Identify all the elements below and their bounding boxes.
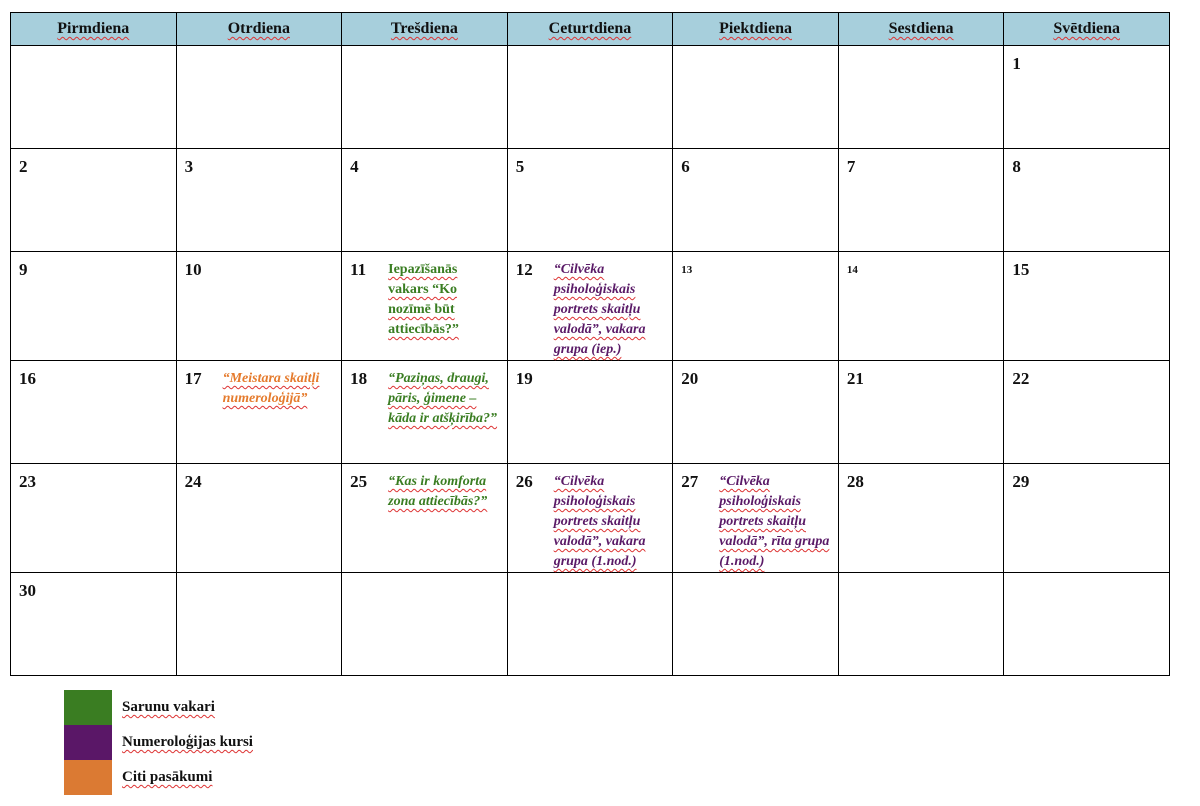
day-cell-content bbox=[508, 46, 673, 53]
day-cell[interactable] bbox=[176, 252, 342, 361]
day-number: 5 bbox=[515, 157, 525, 176]
day-number: 16 bbox=[19, 369, 36, 388]
day-cell-content bbox=[673, 252, 838, 281]
event-purple[interactable]: “Cilvēka psiholoģiskais portrets skaitļu valodā”, vakara grupa (iep.) bbox=[553, 262, 646, 357]
day-cell[interactable] bbox=[11, 149, 177, 252]
day-cell-content bbox=[673, 149, 838, 178]
weekday-label: Ceturtdiena bbox=[548, 20, 632, 37]
weekday-label: Otrdiena bbox=[227, 20, 290, 37]
day-cell-content bbox=[177, 573, 342, 580]
day-cell-content bbox=[342, 252, 507, 340]
day-cell[interactable] bbox=[342, 464, 508, 573]
weekday-header bbox=[507, 13, 673, 46]
day-cell[interactable] bbox=[342, 573, 508, 676]
day-cell[interactable] bbox=[1004, 361, 1170, 464]
legend-swatch-green bbox=[64, 690, 112, 725]
week-row bbox=[11, 361, 1170, 464]
day-cell-content bbox=[342, 464, 507, 512]
day-cell[interactable] bbox=[11, 252, 177, 361]
day-cell-content bbox=[839, 573, 1004, 580]
day-cell[interactable] bbox=[176, 361, 342, 464]
day-cell-content bbox=[177, 464, 342, 493]
weekday-label: Trešdiena bbox=[390, 20, 458, 37]
week-row bbox=[11, 252, 1170, 361]
day-cell[interactable] bbox=[507, 361, 673, 464]
day-number: 10 bbox=[184, 260, 202, 279]
day-number: 13 bbox=[681, 264, 693, 276]
day-cell-content bbox=[11, 573, 176, 602]
day-cell-content bbox=[508, 149, 673, 178]
day-cell[interactable] bbox=[1004, 46, 1170, 149]
day-cell[interactable] bbox=[342, 252, 508, 361]
legend-label: Citi pasākumi bbox=[122, 769, 213, 785]
weekday-label: Svētdiena bbox=[1053, 20, 1121, 37]
day-cell-content bbox=[839, 252, 1004, 281]
day-cell-content bbox=[342, 46, 507, 53]
legend-label: Sarunu vakari bbox=[122, 699, 215, 715]
day-cell[interactable] bbox=[342, 149, 508, 252]
weekday-header bbox=[11, 13, 177, 46]
legend-swatch-purple bbox=[64, 725, 112, 760]
day-cell[interactable] bbox=[673, 573, 839, 676]
event-green[interactable]: “Paziņas, draugi, pāris, ģimene – kāda ir atšķirība?” bbox=[388, 371, 498, 426]
day-cell[interactable] bbox=[1004, 149, 1170, 252]
day-number: 4 bbox=[350, 157, 359, 176]
event-orange[interactable]: “Meistara skaitļi numeroloģijā” bbox=[222, 371, 320, 406]
day-cell-content bbox=[11, 252, 176, 281]
day-cell-content bbox=[342, 149, 507, 178]
day-cell[interactable] bbox=[342, 361, 508, 464]
day-number: 8 bbox=[1012, 157, 1021, 176]
day-cell-content bbox=[1004, 149, 1169, 178]
day-number: 29 bbox=[1012, 472, 1030, 491]
day-cell-content bbox=[177, 46, 342, 53]
day-cell[interactable] bbox=[176, 149, 342, 252]
day-cell-content bbox=[1004, 573, 1169, 580]
day-cell[interactable] bbox=[342, 46, 508, 149]
day-number: 18 bbox=[350, 369, 368, 388]
day-cell-content bbox=[11, 149, 176, 178]
weekday-label: Piektdiena bbox=[719, 20, 792, 37]
day-cell-content bbox=[1004, 464, 1169, 493]
day-number: 22 bbox=[1012, 369, 1030, 388]
day-number: 28 bbox=[846, 472, 864, 491]
weekday-header bbox=[1004, 13, 1170, 46]
day-number: 7 bbox=[846, 157, 856, 176]
day-number: 30 bbox=[19, 581, 36, 600]
day-cell-content bbox=[11, 361, 176, 390]
day-cell-content bbox=[508, 573, 673, 580]
day-number: 3 bbox=[184, 157, 194, 176]
week-row bbox=[11, 46, 1170, 149]
day-number: 1 bbox=[1012, 54, 1021, 73]
day-cell-content bbox=[11, 46, 176, 53]
day-cell-content bbox=[342, 361, 507, 429]
day-cell[interactable] bbox=[176, 464, 342, 573]
day-cell-content bbox=[673, 46, 838, 53]
day-number: 27 bbox=[681, 472, 699, 491]
legend-label: Numeroloģijas kursi bbox=[122, 734, 253, 750]
day-number: 17 bbox=[184, 369, 202, 388]
weekday-label: Pirmdiena bbox=[57, 20, 130, 37]
weekday-label: Sestdiena bbox=[888, 20, 954, 37]
day-cell[interactable] bbox=[1004, 252, 1170, 361]
day-cell-content bbox=[839, 149, 1004, 178]
day-number: 6 bbox=[681, 157, 690, 176]
day-cell-content bbox=[342, 573, 507, 580]
event-purple[interactable]: “Cilvēka psiholoģiskais portrets skaitļu valodā”, rīta grupa (1.nod.) bbox=[719, 474, 830, 569]
day-cell[interactable] bbox=[507, 464, 673, 573]
week-row bbox=[11, 464, 1170, 573]
day-cell[interactable] bbox=[11, 573, 177, 676]
day-cell-content bbox=[839, 46, 1004, 53]
day-cell[interactable] bbox=[838, 464, 1004, 573]
day-cell[interactable] bbox=[838, 46, 1004, 149]
legend-item-numerologijas-kursi bbox=[64, 725, 253, 760]
day-cell-content bbox=[508, 252, 673, 360]
day-cell[interactable] bbox=[838, 149, 1004, 252]
day-cell-content bbox=[839, 464, 1004, 493]
day-number: 25 bbox=[350, 472, 368, 491]
day-cell-content bbox=[1004, 252, 1169, 281]
day-number: 9 bbox=[19, 260, 28, 279]
day-number: 21 bbox=[846, 369, 864, 388]
day-cell-content bbox=[177, 252, 342, 281]
day-number: 23 bbox=[19, 472, 36, 491]
day-cell-content bbox=[673, 361, 838, 390]
day-cell[interactable] bbox=[507, 252, 673, 361]
day-cell[interactable] bbox=[176, 46, 342, 149]
day-cell[interactable] bbox=[673, 464, 839, 573]
day-cell-content bbox=[673, 573, 838, 580]
day-cell[interactable] bbox=[673, 46, 839, 149]
day-cell[interactable] bbox=[673, 149, 839, 252]
legend bbox=[64, 690, 253, 795]
event-purple[interactable]: “Cilvēka psiholoģiskais portrets skaitļu valodā”, vakara grupa (1.nod.) bbox=[553, 474, 646, 569]
day-cell[interactable] bbox=[11, 464, 177, 573]
legend-item-citi-pasakumi bbox=[64, 760, 253, 795]
day-cell[interactable] bbox=[838, 361, 1004, 464]
event-green[interactable]: Iepazīšanās vakars “Ko nozīmē būt attiecībās?” bbox=[388, 262, 459, 337]
day-number: 20 bbox=[681, 369, 699, 388]
weekday-header bbox=[176, 13, 342, 46]
day-cell-content bbox=[1004, 361, 1169, 390]
day-cell[interactable] bbox=[507, 573, 673, 676]
day-cell[interactable] bbox=[1004, 464, 1170, 573]
day-number: 26 bbox=[515, 472, 533, 491]
day-number: 14 bbox=[846, 264, 858, 276]
day-cell[interactable] bbox=[673, 361, 839, 464]
weekday-header-row bbox=[11, 13, 1170, 46]
day-number: 11 bbox=[350, 260, 367, 279]
day-cell-content bbox=[11, 464, 176, 493]
calendar-table bbox=[10, 12, 1170, 676]
day-cell-content bbox=[508, 361, 673, 390]
legend-swatch-orange bbox=[64, 760, 112, 795]
day-cell[interactable] bbox=[673, 252, 839, 361]
day-cell[interactable] bbox=[11, 361, 177, 464]
day-number: 15 bbox=[1012, 260, 1030, 279]
day-cell[interactable] bbox=[838, 573, 1004, 676]
day-cell-content bbox=[508, 464, 673, 572]
day-cell[interactable] bbox=[507, 46, 673, 149]
day-cell-content bbox=[1004, 46, 1169, 75]
week-row bbox=[11, 573, 1170, 676]
day-cell[interactable] bbox=[507, 149, 673, 252]
day-cell-content bbox=[839, 361, 1004, 390]
day-number: 2 bbox=[19, 157, 28, 176]
day-cell[interactable] bbox=[838, 252, 1004, 361]
day-number: 12 bbox=[515, 260, 533, 279]
event-green[interactable]: “Kas ir komforta zona attiecībās?” bbox=[388, 474, 488, 509]
day-cell-content bbox=[177, 149, 342, 178]
day-number: 19 bbox=[515, 369, 533, 388]
legend-item-sarunu-vakari bbox=[64, 690, 253, 725]
day-cell[interactable] bbox=[176, 573, 342, 676]
day-cell-content bbox=[673, 464, 838, 572]
day-cell[interactable] bbox=[1004, 573, 1170, 676]
day-number: 24 bbox=[184, 472, 202, 491]
week-row bbox=[11, 149, 1170, 252]
day-cell[interactable] bbox=[11, 46, 177, 149]
weekday-header bbox=[838, 13, 1004, 46]
weekday-header bbox=[342, 13, 508, 46]
weekday-header bbox=[673, 13, 839, 46]
day-cell-content bbox=[177, 361, 342, 409]
calendar-body bbox=[11, 46, 1170, 676]
